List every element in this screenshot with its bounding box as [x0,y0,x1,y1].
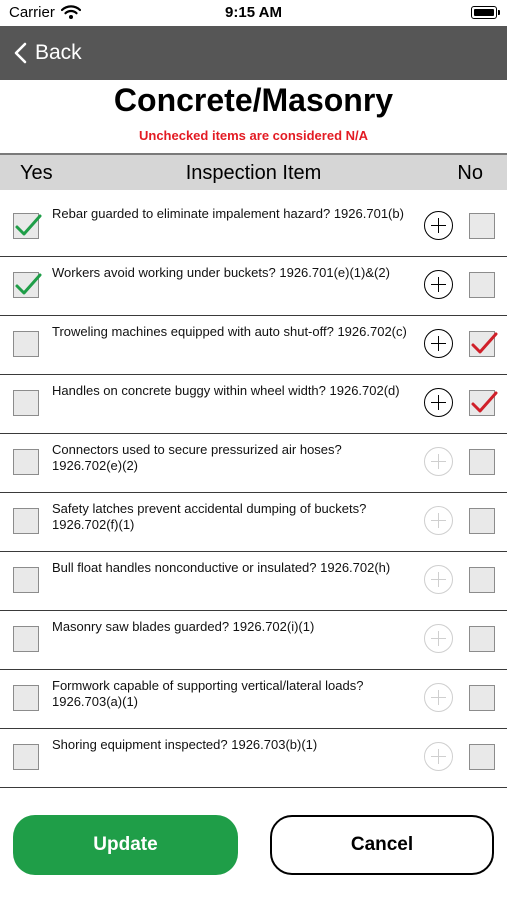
no-checkbox[interactable] [469,685,495,711]
yes-checkbox[interactable] [13,567,39,593]
inspection-item-text: Masonry saw blades guarded? 1926.702(i)(1) [52,619,315,634]
inspection-item-text: Formwork capable of supporting vertical/lateral loads? 1926.703(a)(1) [52,678,364,709]
inspection-row [0,316,507,375]
status-bar [0,0,507,26]
inspection-item-text: Handles on concrete buggy within wheel width? 1926.702(d) [52,383,400,398]
add-note-plus-icon[interactable] [424,624,453,653]
inspection-list[interactable] [0,198,507,794]
header-inspection-item: Inspection Item [185,162,322,184]
no-checkbox[interactable] [469,390,495,416]
no-checkbox[interactable] [469,272,495,298]
yes-checkbox[interactable] [13,685,39,711]
no-checkbox[interactable] [469,213,495,239]
page-subtitle: Unchecked items are considered N/A [138,128,369,143]
add-note-plus-icon[interactable] [424,683,453,712]
red-checkmark-icon [469,389,499,417]
yes-checkbox[interactable] [13,272,39,298]
add-note-plus-icon[interactable] [424,211,453,240]
yes-checkbox[interactable] [13,331,39,357]
add-note-plus-icon[interactable] [424,506,453,535]
no-checkbox[interactable] [469,744,495,770]
inspection-row [0,257,507,316]
inspection-row [0,670,507,729]
update-button[interactable]: Update [13,815,238,875]
cancel-button[interactable]: Cancel [270,815,494,875]
yes-checkbox[interactable] [13,508,39,534]
battery-icon [471,6,497,19]
carrier-label: Carrier [9,4,55,21]
add-note-plus-icon[interactable] [424,270,453,299]
header-no: No [457,162,483,184]
inspection-item-text: Workers avoid working under buckets? 1926.701(e)(1)&(2) [52,265,390,280]
back-button[interactable] [14,38,82,68]
inspection-row [0,198,507,257]
red-checkmark-icon [469,330,499,358]
inspection-row [0,552,507,611]
status-time: 9:15 AM [225,4,282,21]
inspection-row [0,434,507,493]
inspection-item-text: Safety latches prevent accidental dumping of buckets? 1926.702(f)(1) [52,501,367,532]
header-yes: Yes [20,162,53,184]
no-checkbox[interactable] [469,626,495,652]
yes-checkbox[interactable] [13,213,39,239]
yes-checkbox[interactable] [13,449,39,475]
add-note-plus-icon[interactable] [424,742,453,771]
green-checkmark-icon [13,212,43,240]
inspection-row [0,729,507,788]
inspection-row [0,375,507,434]
inspection-item-text: Shoring equipment inspected? 1926.703(b)(1) [52,737,318,752]
inspection-item-text: Connectors used to secure pressurized air hoses? 1926.702(e)(2) [52,442,342,473]
inspection-item-text: Bull float handles nonconductive or insulated? 1926.702(h) [52,560,391,575]
inspection-row [0,493,507,552]
add-note-plus-icon[interactable] [424,329,453,358]
no-checkbox[interactable] [469,449,495,475]
add-note-plus-icon[interactable] [424,565,453,594]
table-header [0,153,507,190]
no-checkbox[interactable] [469,331,495,357]
no-checkbox[interactable] [469,567,495,593]
footer-actions [0,794,507,900]
add-note-plus-icon[interactable] [424,447,453,476]
inspection-item-text: Rebar guarded to eliminate impalement hazard? 1926.701(b) [52,206,404,221]
navigation-bar [0,26,507,80]
inspection-item-text: Troweling machines equipped with auto shut-off? 1926.702(c) [52,324,407,339]
page-title: Concrete/Masonry [113,82,394,118]
back-label: Back [35,41,82,64]
green-checkmark-icon [13,271,43,299]
yes-checkbox[interactable] [13,390,39,416]
yes-checkbox[interactable] [13,744,39,770]
yes-checkbox[interactable] [13,626,39,652]
inspection-row [0,611,507,670]
no-checkbox[interactable] [469,508,495,534]
add-note-plus-icon[interactable] [424,388,453,417]
chevron-left-icon [14,42,27,64]
